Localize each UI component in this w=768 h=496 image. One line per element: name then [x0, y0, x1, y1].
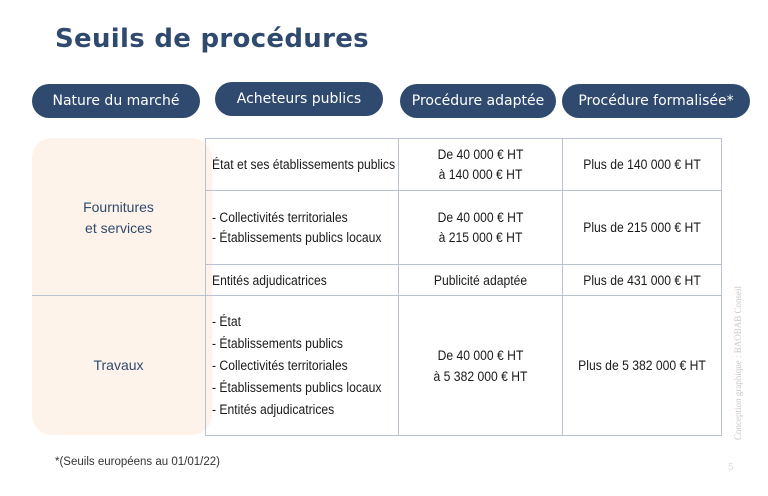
group-label: Fournitures — [83, 199, 154, 215]
buyer-text: - État — [212, 313, 242, 329]
adapted-cell — [407, 296, 554, 435]
footnote: *(Seuils européens au 01/01/22) — [55, 456, 220, 468]
buyer-text: - Entités adjudicatrices — [212, 401, 335, 417]
divider — [721, 138, 722, 435]
formal-cell: Plus de 215 000 € HT — [583, 220, 701, 235]
divider — [562, 138, 563, 435]
buyer-text: - Établissements publics locaux — [212, 379, 382, 395]
market-nature-column — [32, 138, 212, 435]
page-number: 5 — [728, 462, 734, 473]
header-formal: Procédure formalisée* — [562, 84, 750, 118]
formal-cell: Plus de 140 000 € HT — [583, 157, 701, 172]
buyer-text: - Collectivités territoriales — [212, 209, 348, 225]
header-nature: Nature du marché — [32, 84, 200, 118]
divider — [205, 435, 722, 436]
adapted-text: à 5 382 000 € HT — [433, 368, 528, 384]
buyer-text: État et ses établissements publics — [212, 157, 396, 172]
adapted-text: De 40 000 € HT — [437, 209, 524, 225]
buyers-cell — [212, 191, 382, 264]
formal-cell: Plus de 5 382 000 € HT — [578, 358, 706, 373]
header-buyers: Acheteurs publics — [215, 82, 383, 116]
buyer-text: - Collectivités territoriales — [212, 357, 348, 373]
formal-cell: Plus de 431 000 € HT — [583, 272, 701, 288]
adapted-cell — [407, 191, 554, 264]
group-works: Travaux — [93, 357, 144, 373]
buyers-cell — [212, 139, 395, 190]
buyers-cell — [212, 296, 382, 435]
divider — [205, 138, 206, 435]
adapted-text: à 140 000 € HT — [438, 166, 523, 182]
adapted-text: à 215 000 € HT — [438, 229, 523, 245]
adapted-text: De 40 000 € HT — [437, 347, 524, 363]
group-supplies-services — [32, 197, 205, 239]
adapted-cell: Publicité adaptée — [433, 272, 528, 288]
adapted-text: De 40 000 € HT — [437, 146, 524, 162]
design-credit: Conception graphique : BAOBAB Conseil — [733, 286, 743, 440]
buyer-text: - Établissements publics — [212, 335, 344, 351]
buyers-cell: Entités adjudicatrices — [212, 272, 327, 288]
group-label: et services — [85, 220, 152, 236]
divider — [398, 138, 399, 435]
page-title: Seuils de procédures — [55, 24, 369, 54]
buyer-text: - Établissements publics locaux — [212, 229, 382, 245]
header-adapted: Procédure adaptée — [400, 84, 556, 118]
adapted-cell — [407, 139, 554, 190]
